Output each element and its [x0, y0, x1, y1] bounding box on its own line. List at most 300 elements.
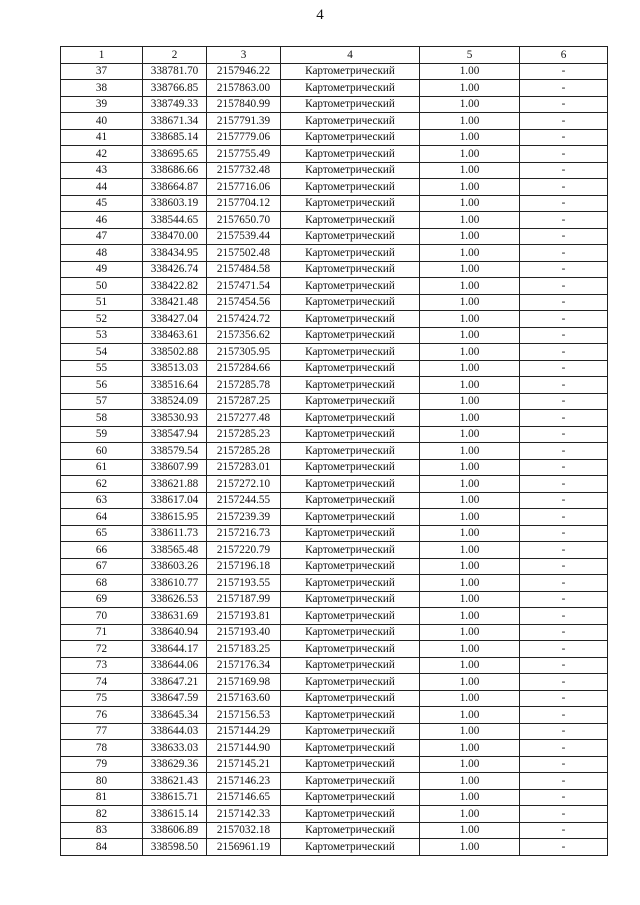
accuracy-cell: 1.00 — [420, 608, 520, 625]
y-coordinate-cell: 2157539.44 — [207, 228, 281, 245]
table-row — [61, 756, 608, 773]
method-cell: Картометрический — [281, 575, 420, 592]
method-cell: Картометрический — [281, 443, 420, 460]
accuracy-cell: 1.00 — [420, 789, 520, 806]
y-coordinate-cell: 2157163.60 — [207, 690, 281, 707]
description-cell: - — [520, 740, 608, 757]
y-coordinate-cell: 2157146.23 — [207, 773, 281, 790]
accuracy-cell: 1.00 — [420, 839, 520, 856]
y-coordinate-cell: 2157716.06 — [207, 179, 281, 196]
y-coordinate-cell: 2157356.62 — [207, 327, 281, 344]
y-coordinate-cell: 2157169.98 — [207, 674, 281, 691]
method-cell: Картометрический — [281, 525, 420, 542]
method-cell: Картометрический — [281, 789, 420, 806]
point-number-cell: 45 — [61, 195, 143, 212]
point-number-cell: 80 — [61, 773, 143, 790]
point-number-cell: 40 — [61, 113, 143, 130]
table-row — [61, 641, 608, 658]
point-number-cell: 37 — [61, 63, 143, 80]
x-coordinate-cell: 338644.03 — [143, 723, 207, 740]
table-row — [61, 608, 608, 625]
x-coordinate-cell: 338685.14 — [143, 129, 207, 146]
x-coordinate-cell: 338617.04 — [143, 492, 207, 509]
table-row — [61, 63, 608, 80]
point-number-cell: 70 — [61, 608, 143, 625]
accuracy-cell: 1.00 — [420, 525, 520, 542]
method-cell: Картометрический — [281, 311, 420, 328]
description-cell: - — [520, 773, 608, 790]
accuracy-cell: 1.00 — [420, 690, 520, 707]
point-number-cell: 61 — [61, 459, 143, 476]
point-number-cell: 81 — [61, 789, 143, 806]
method-cell: Картометрический — [281, 773, 420, 790]
x-coordinate-cell: 338615.95 — [143, 509, 207, 526]
method-cell: Картометрический — [281, 360, 420, 377]
header-cell: 5 — [420, 47, 520, 64]
method-cell: Картометрический — [281, 228, 420, 245]
y-coordinate-cell: 2157283.01 — [207, 459, 281, 476]
x-coordinate-cell: 338644.17 — [143, 641, 207, 658]
x-coordinate-cell: 338621.43 — [143, 773, 207, 790]
point-number-cell: 83 — [61, 822, 143, 839]
accuracy-cell: 1.00 — [420, 360, 520, 377]
method-cell: Картометрический — [281, 63, 420, 80]
accuracy-cell: 1.00 — [420, 509, 520, 526]
accuracy-cell: 1.00 — [420, 393, 520, 410]
point-number-cell: 77 — [61, 723, 143, 740]
x-coordinate-cell: 338645.34 — [143, 707, 207, 724]
header-cell: 4 — [281, 47, 420, 64]
accuracy-cell: 1.00 — [420, 146, 520, 163]
x-coordinate-cell: 338427.04 — [143, 311, 207, 328]
y-coordinate-cell: 2157840.99 — [207, 96, 281, 113]
method-cell: Картометрический — [281, 822, 420, 839]
method-cell: Картометрический — [281, 426, 420, 443]
description-cell: - — [520, 690, 608, 707]
accuracy-cell: 1.00 — [420, 806, 520, 823]
x-coordinate-cell: 338644.06 — [143, 657, 207, 674]
table-row — [61, 294, 608, 311]
table-row — [61, 129, 608, 146]
method-cell: Картометрический — [281, 96, 420, 113]
method-cell: Картометрический — [281, 558, 420, 575]
table-row — [61, 822, 608, 839]
y-coordinate-cell: 2157424.72 — [207, 311, 281, 328]
x-coordinate-cell: 338633.03 — [143, 740, 207, 757]
accuracy-cell: 1.00 — [420, 707, 520, 724]
y-coordinate-cell: 2157239.39 — [207, 509, 281, 526]
accuracy-cell: 1.00 — [420, 294, 520, 311]
y-coordinate-cell: 2157287.25 — [207, 393, 281, 410]
method-cell: Картометрический — [281, 212, 420, 229]
y-coordinate-cell: 2157146.65 — [207, 789, 281, 806]
description-cell: - — [520, 360, 608, 377]
accuracy-cell: 1.00 — [420, 311, 520, 328]
x-coordinate-cell: 338530.93 — [143, 410, 207, 427]
point-number-cell: 78 — [61, 740, 143, 757]
x-coordinate-cell: 338640.94 — [143, 624, 207, 641]
x-coordinate-cell: 338606.89 — [143, 822, 207, 839]
y-coordinate-cell: 2157285.23 — [207, 426, 281, 443]
y-coordinate-cell: 2157277.48 — [207, 410, 281, 427]
x-coordinate-cell: 338615.71 — [143, 789, 207, 806]
table-row — [61, 476, 608, 493]
table-row — [61, 591, 608, 608]
table-row — [61, 806, 608, 823]
x-coordinate-cell: 338629.36 — [143, 756, 207, 773]
point-number-cell: 64 — [61, 509, 143, 526]
table-row — [61, 212, 608, 229]
y-coordinate-cell: 2157193.55 — [207, 575, 281, 592]
header-cell: 6 — [520, 47, 608, 64]
method-cell: Картометрический — [281, 542, 420, 559]
table-row — [61, 179, 608, 196]
method-cell: Картометрический — [281, 591, 420, 608]
table-row — [61, 707, 608, 724]
accuracy-cell: 1.00 — [420, 443, 520, 460]
accuracy-cell: 1.00 — [420, 410, 520, 427]
y-coordinate-cell: 2157216.73 — [207, 525, 281, 542]
description-cell: - — [520, 294, 608, 311]
description-cell: - — [520, 261, 608, 278]
accuracy-cell: 1.00 — [420, 459, 520, 476]
accuracy-cell: 1.00 — [420, 674, 520, 691]
x-coordinate-cell: 338610.77 — [143, 575, 207, 592]
method-cell: Картометрический — [281, 195, 420, 212]
table-row — [61, 789, 608, 806]
y-coordinate-cell: 2157305.95 — [207, 344, 281, 361]
point-number-cell: 60 — [61, 443, 143, 460]
point-number-cell: 51 — [61, 294, 143, 311]
x-coordinate-cell: 338513.03 — [143, 360, 207, 377]
method-cell: Картометрический — [281, 179, 420, 196]
table-row — [61, 261, 608, 278]
accuracy-cell: 1.00 — [420, 63, 520, 80]
x-coordinate-cell: 338524.09 — [143, 393, 207, 410]
method-cell: Картометрический — [281, 162, 420, 179]
header-cell: 2 — [143, 47, 207, 64]
method-cell: Картометрический — [281, 839, 420, 856]
method-cell: Картометрический — [281, 624, 420, 641]
method-cell: Картометрический — [281, 327, 420, 344]
table-row — [61, 393, 608, 410]
x-coordinate-cell: 338421.48 — [143, 294, 207, 311]
y-coordinate-cell: 2157145.21 — [207, 756, 281, 773]
x-coordinate-cell: 338426.74 — [143, 261, 207, 278]
method-cell: Картометрический — [281, 113, 420, 130]
accuracy-cell: 1.00 — [420, 476, 520, 493]
method-cell: Картометрический — [281, 806, 420, 823]
description-cell: - — [520, 789, 608, 806]
x-coordinate-cell: 338547.94 — [143, 426, 207, 443]
y-coordinate-cell: 2157144.29 — [207, 723, 281, 740]
y-coordinate-cell: 2157193.81 — [207, 608, 281, 625]
table-row — [61, 525, 608, 542]
point-number-cell: 42 — [61, 146, 143, 163]
table-row — [61, 542, 608, 559]
description-cell: - — [520, 492, 608, 509]
table-row — [61, 740, 608, 757]
description-cell: - — [520, 410, 608, 427]
method-cell: Картометрический — [281, 261, 420, 278]
method-cell: Картометрический — [281, 641, 420, 658]
header-cell: 1 — [61, 47, 143, 64]
accuracy-cell: 1.00 — [420, 179, 520, 196]
accuracy-cell: 1.00 — [420, 591, 520, 608]
header-cell: 3 — [207, 47, 281, 64]
description-cell: - — [520, 63, 608, 80]
table-row — [61, 245, 608, 262]
accuracy-cell: 1.00 — [420, 641, 520, 658]
accuracy-cell: 1.00 — [420, 558, 520, 575]
point-number-cell: 50 — [61, 278, 143, 295]
point-number-cell: 48 — [61, 245, 143, 262]
description-cell: - — [520, 806, 608, 823]
description-cell: - — [520, 443, 608, 460]
y-coordinate-cell: 2157284.66 — [207, 360, 281, 377]
point-number-cell: 66 — [61, 542, 143, 559]
x-coordinate-cell: 338502.88 — [143, 344, 207, 361]
accuracy-cell: 1.00 — [420, 245, 520, 262]
x-coordinate-cell: 338603.19 — [143, 195, 207, 212]
description-cell: - — [520, 839, 608, 856]
point-number-cell: 69 — [61, 591, 143, 608]
description-cell: - — [520, 245, 608, 262]
method-cell: Картометрический — [281, 476, 420, 493]
point-number-cell: 76 — [61, 707, 143, 724]
description-cell: - — [520, 575, 608, 592]
table-row — [61, 228, 608, 245]
y-coordinate-cell: 2157156.53 — [207, 707, 281, 724]
accuracy-cell: 1.00 — [420, 542, 520, 559]
accuracy-cell: 1.00 — [420, 740, 520, 757]
page-number: 4 — [316, 7, 324, 23]
method-cell: Картометрический — [281, 146, 420, 163]
method-cell: Картометрический — [281, 80, 420, 97]
description-cell: - — [520, 278, 608, 295]
table-row — [61, 773, 608, 790]
accuracy-cell: 1.00 — [420, 195, 520, 212]
x-coordinate-cell: 338631.69 — [143, 608, 207, 625]
x-coordinate-cell: 338598.50 — [143, 839, 207, 856]
x-coordinate-cell: 338671.34 — [143, 113, 207, 130]
y-coordinate-cell: 2157704.12 — [207, 195, 281, 212]
method-cell: Картометрический — [281, 410, 420, 427]
y-coordinate-cell: 2157183.25 — [207, 641, 281, 658]
table-row — [61, 327, 608, 344]
description-cell: - — [520, 393, 608, 410]
point-number-cell: 46 — [61, 212, 143, 229]
coordinates-table — [60, 46, 608, 856]
x-coordinate-cell: 338544.65 — [143, 212, 207, 229]
accuracy-cell: 1.00 — [420, 426, 520, 443]
table-row — [61, 426, 608, 443]
description-cell: - — [520, 542, 608, 559]
accuracy-cell: 1.00 — [420, 278, 520, 295]
method-cell: Картометрический — [281, 690, 420, 707]
description-cell: - — [520, 476, 608, 493]
y-coordinate-cell: 2157732.48 — [207, 162, 281, 179]
point-number-cell: 67 — [61, 558, 143, 575]
description-cell: - — [520, 624, 608, 641]
point-number-cell: 38 — [61, 80, 143, 97]
method-cell: Картометрический — [281, 740, 420, 757]
method-cell: Картометрический — [281, 657, 420, 674]
description-cell: - — [520, 344, 608, 361]
accuracy-cell: 1.00 — [420, 575, 520, 592]
method-cell: Картометрический — [281, 723, 420, 740]
description-cell: - — [520, 459, 608, 476]
method-cell: Картометрический — [281, 492, 420, 509]
accuracy-cell: 1.00 — [420, 723, 520, 740]
x-coordinate-cell: 338647.59 — [143, 690, 207, 707]
y-coordinate-cell: 2157244.55 — [207, 492, 281, 509]
y-coordinate-cell: 2157791.39 — [207, 113, 281, 130]
description-cell: - — [520, 591, 608, 608]
point-number-cell: 56 — [61, 377, 143, 394]
point-number-cell: 84 — [61, 839, 143, 856]
description-cell: - — [520, 525, 608, 542]
method-cell: Картометрический — [281, 344, 420, 361]
table-row — [61, 674, 608, 691]
point-number-cell: 82 — [61, 806, 143, 823]
description-cell: - — [520, 327, 608, 344]
point-number-cell: 41 — [61, 129, 143, 146]
table-body — [61, 63, 608, 855]
y-coordinate-cell: 2157779.06 — [207, 129, 281, 146]
accuracy-cell: 1.00 — [420, 822, 520, 839]
accuracy-cell: 1.00 — [420, 624, 520, 641]
point-number-cell: 72 — [61, 641, 143, 658]
y-coordinate-cell: 2157032.18 — [207, 822, 281, 839]
y-coordinate-cell: 2157187.99 — [207, 591, 281, 608]
description-cell: - — [520, 822, 608, 839]
point-number-cell: 63 — [61, 492, 143, 509]
y-coordinate-cell: 2157755.49 — [207, 146, 281, 163]
y-coordinate-cell: 2157220.79 — [207, 542, 281, 559]
header-row — [61, 47, 608, 64]
table-row — [61, 113, 608, 130]
x-coordinate-cell: 338434.95 — [143, 245, 207, 262]
point-number-cell: 43 — [61, 162, 143, 179]
table-row — [61, 162, 608, 179]
x-coordinate-cell: 338565.48 — [143, 542, 207, 559]
x-coordinate-cell: 338607.99 — [143, 459, 207, 476]
description-cell: - — [520, 146, 608, 163]
description-cell: - — [520, 558, 608, 575]
table-row — [61, 344, 608, 361]
x-coordinate-cell: 338647.21 — [143, 674, 207, 691]
x-coordinate-cell: 338766.85 — [143, 80, 207, 97]
description-cell: - — [520, 608, 608, 625]
method-cell: Картометрический — [281, 707, 420, 724]
description-cell: - — [520, 674, 608, 691]
description-cell: - — [520, 179, 608, 196]
point-number-cell: 73 — [61, 657, 143, 674]
description-cell: - — [520, 113, 608, 130]
x-coordinate-cell: 338664.87 — [143, 179, 207, 196]
description-cell: - — [520, 426, 608, 443]
y-coordinate-cell: 2157144.90 — [207, 740, 281, 757]
point-number-cell: 53 — [61, 327, 143, 344]
x-coordinate-cell: 338621.88 — [143, 476, 207, 493]
description-cell: - — [520, 162, 608, 179]
table-row — [61, 377, 608, 394]
x-coordinate-cell: 338686.66 — [143, 162, 207, 179]
table-row — [61, 723, 608, 740]
point-number-cell: 71 — [61, 624, 143, 641]
point-number-cell: 59 — [61, 426, 143, 443]
point-number-cell: 65 — [61, 525, 143, 542]
description-cell: - — [520, 707, 608, 724]
accuracy-cell: 1.00 — [420, 344, 520, 361]
table-row — [61, 410, 608, 427]
method-cell: Картометрический — [281, 278, 420, 295]
point-number-cell: 47 — [61, 228, 143, 245]
y-coordinate-cell: 2157502.48 — [207, 245, 281, 262]
description-cell: - — [520, 657, 608, 674]
table-row — [61, 360, 608, 377]
table-row — [61, 492, 608, 509]
accuracy-cell: 1.00 — [420, 377, 520, 394]
x-coordinate-cell: 338422.82 — [143, 278, 207, 295]
y-coordinate-cell: 2157285.78 — [207, 377, 281, 394]
y-coordinate-cell: 2157176.34 — [207, 657, 281, 674]
x-coordinate-cell: 338626.53 — [143, 591, 207, 608]
table-row — [61, 278, 608, 295]
point-number-cell: 74 — [61, 674, 143, 691]
point-number-cell: 57 — [61, 393, 143, 410]
accuracy-cell: 1.00 — [420, 327, 520, 344]
accuracy-cell: 1.00 — [420, 657, 520, 674]
point-number-cell: 54 — [61, 344, 143, 361]
description-cell: - — [520, 641, 608, 658]
y-coordinate-cell: 2157196.18 — [207, 558, 281, 575]
x-coordinate-cell: 338470.00 — [143, 228, 207, 245]
description-cell: - — [520, 377, 608, 394]
table-row — [61, 80, 608, 97]
accuracy-cell: 1.00 — [420, 261, 520, 278]
table-row — [61, 146, 608, 163]
point-number-cell: 58 — [61, 410, 143, 427]
x-coordinate-cell: 338579.54 — [143, 443, 207, 460]
point-number-cell: 39 — [61, 96, 143, 113]
point-number-cell: 44 — [61, 179, 143, 196]
method-cell: Картометрический — [281, 674, 420, 691]
accuracy-cell: 1.00 — [420, 162, 520, 179]
x-coordinate-cell: 338749.33 — [143, 96, 207, 113]
y-coordinate-cell: 2157272.10 — [207, 476, 281, 493]
table-row — [61, 311, 608, 328]
table-row — [61, 443, 608, 460]
description-cell: - — [520, 509, 608, 526]
accuracy-cell: 1.00 — [420, 80, 520, 97]
x-coordinate-cell: 338615.14 — [143, 806, 207, 823]
description-cell: - — [520, 756, 608, 773]
method-cell: Картометрический — [281, 377, 420, 394]
table-row — [61, 195, 608, 212]
point-number-cell: 75 — [61, 690, 143, 707]
point-number-cell: 62 — [61, 476, 143, 493]
description-cell: - — [520, 228, 608, 245]
y-coordinate-cell: 2157650.70 — [207, 212, 281, 229]
accuracy-cell: 1.00 — [420, 492, 520, 509]
y-coordinate-cell: 2157285.28 — [207, 443, 281, 460]
method-cell: Картометрический — [281, 129, 420, 146]
table-header — [61, 47, 608, 64]
description-cell: - — [520, 723, 608, 740]
point-number-cell: 52 — [61, 311, 143, 328]
